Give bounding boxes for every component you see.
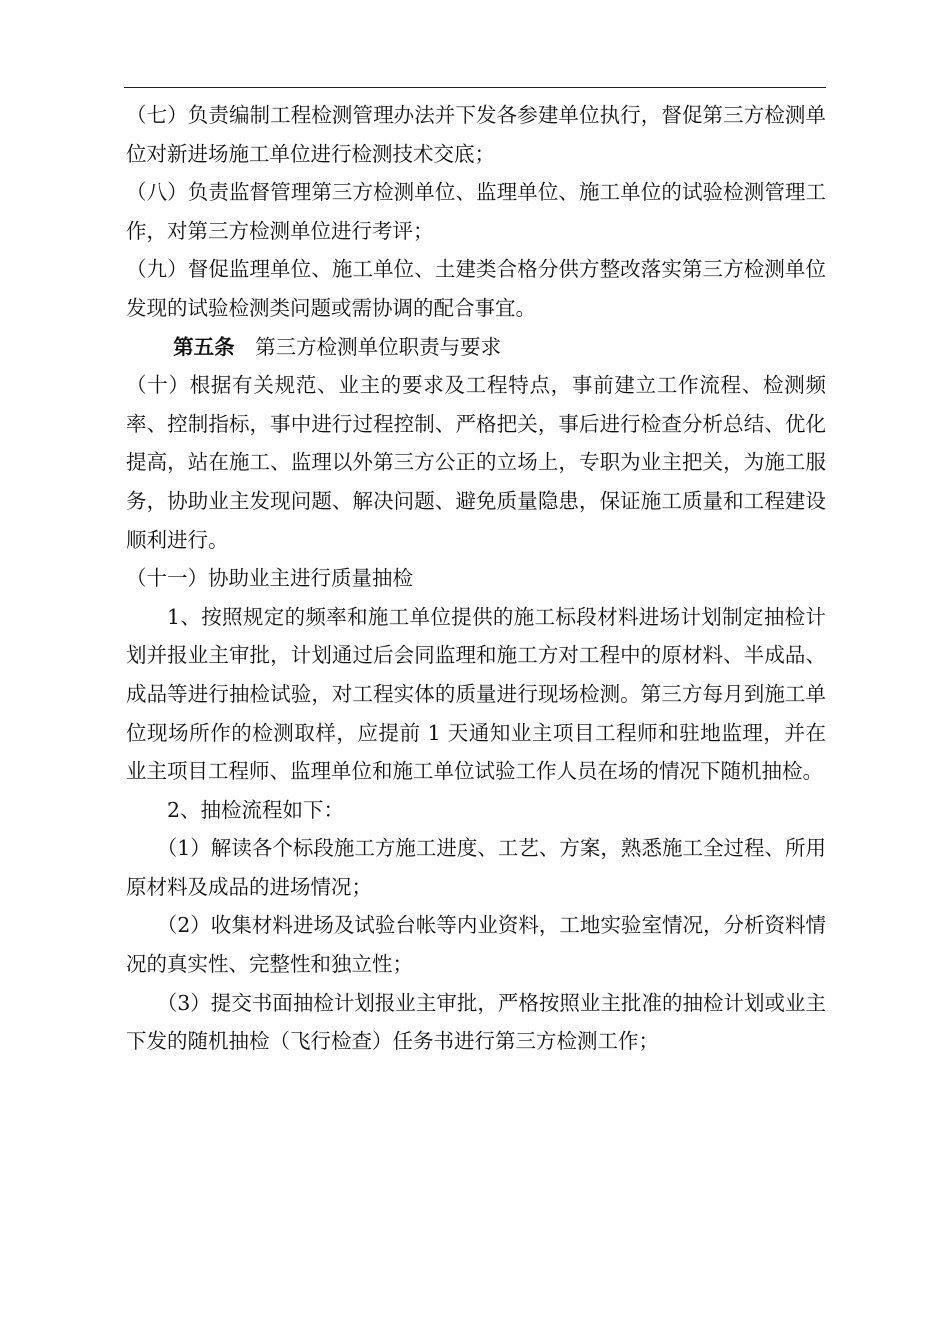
article-5-label: 第五条 <box>173 334 235 359</box>
step-1: （1）解读各个标段施工方施工进度、工艺、方案，熟悉施工全过程、所用原材料及成品的进场情况； <box>126 836 826 899</box>
step-3: （3）提交书面抽检计划报业主审批，严格按照业主批准的抽检计划或业主下发的随机抽检（飞行检查）任务书进行第三方检测工作； <box>126 990 826 1054</box>
paragraph-9: （九）督促监理单位、施工单位、土建类合格分供方整改落实第三方检测单位发现的试验检测类问题或需协调的配合事宜。 <box>126 257 826 320</box>
article-5-title: 第三方检测单位职责与要求 <box>255 334 502 359</box>
article-5-heading <box>126 328 826 367</box>
item-2: 2、抽检流程如下： <box>167 797 345 822</box>
header-rule <box>124 87 826 88</box>
step-2: （2）收集材料进场及试验台帐等内业资料，工地实验室情况，分析资料情况的真实性、完整性和独立性； <box>126 913 826 977</box>
document-body <box>126 96 826 1061</box>
paragraph-10: （十）根据有关规范、业主的要求及工程特点，事前建立工作流程、检测频率、控制指标，事中进行过程控制、严格把关，事后进行检查分析总结、优化提高，站在施工、监理以外第三方公正的立场上，专职为业主把关，为施工服务，协助业主发现问题、解决问题、避免质量隐患，保证施工质量和工程建设顺利进行。 <box>126 373 826 552</box>
paragraph-7: （七）负责编制工程检测管理办法并下发各参建单位执行，督促第三方检测单位对新进场施工单位进行检测技术交底； <box>126 103 826 166</box>
paragraph-8: （八）负责监督管理第三方检测单位、监理单位、施工单位的试验检测管理工作，对第三方检测单位进行考评； <box>126 180 826 243</box>
item-1: 1、按照规定的频率和施工单位提供的施工标段材料进场计划制定抽检计划并报业主审批，计划通过后会同监理和施工方对工程中的原材料、半成品、成品等进行抽检试验，对工程实体的质量进行现场检测。第三方每月到施工单位现场所作的检测取样，应提前 1 天通知业主项目工程师和驻地监理，并在业主项目工程师、监理单位和施工单位试验工作人员在场的情况下随机抽检。 <box>126 604 826 784</box>
paragraph-11: （十一）协助业主进行质量抽检 <box>126 566 413 591</box>
